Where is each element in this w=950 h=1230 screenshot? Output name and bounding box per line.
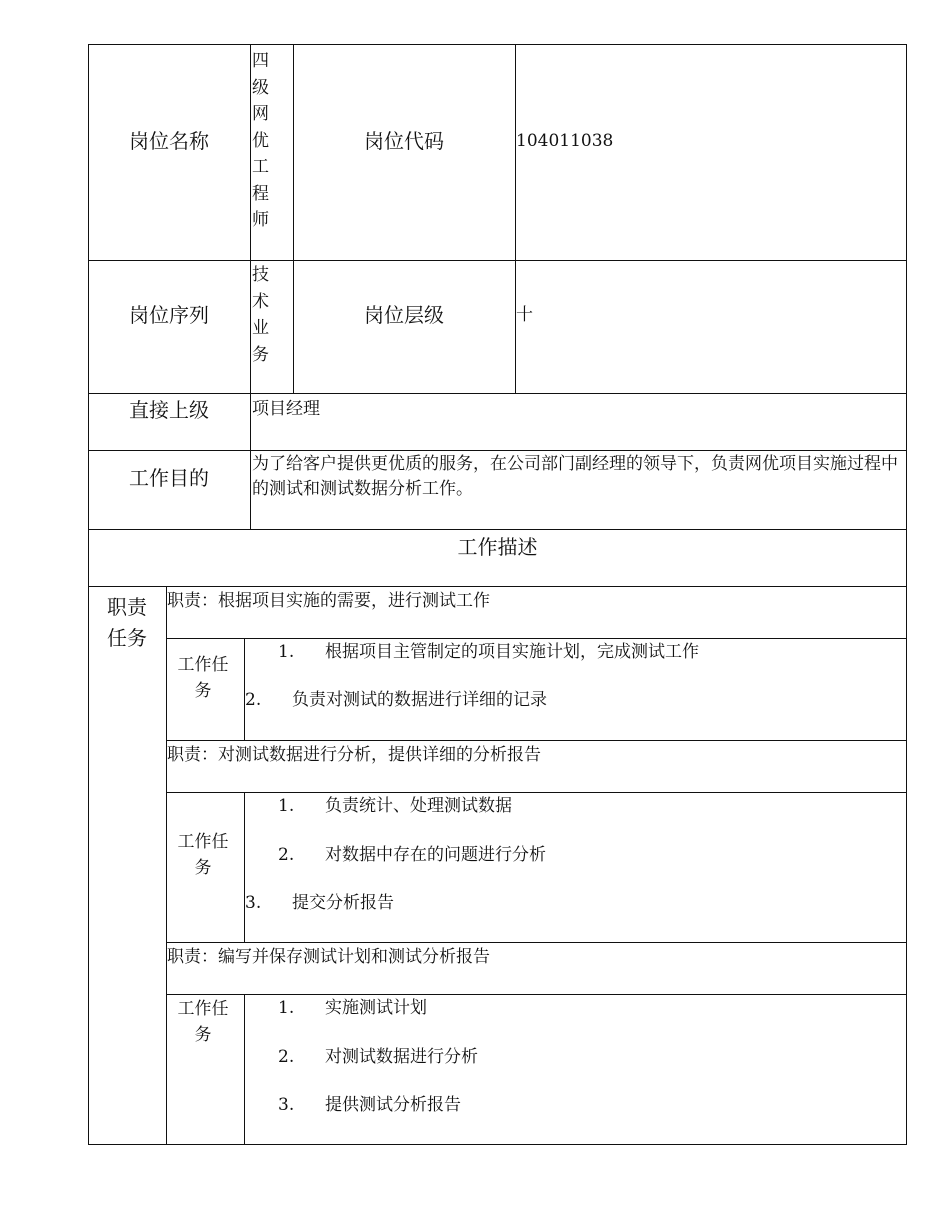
task-label-3: 工作任务 <box>177 999 229 1046</box>
col-divider <box>293 44 294 393</box>
row-divider <box>88 586 907 587</box>
task-number: 3. <box>278 1095 295 1115</box>
task-2-1 <box>278 795 512 819</box>
job-description-table <box>88 44 907 1145</box>
task-3-1 <box>278 997 427 1021</box>
task-text: 负责统计、处理测试数据 <box>325 796 512 816</box>
task-text: 提供测试分析报告 <box>325 1095 461 1115</box>
row-divider <box>166 942 907 943</box>
duty-2-text: 职责：对测试数据进行分析，提供详细的分析报告 <box>167 745 541 765</box>
post-code-label: 岗位代码 <box>364 129 444 153</box>
task-3-2 <box>278 1046 478 1070</box>
task-number: 2. <box>245 690 262 710</box>
task-1-2 <box>245 689 547 713</box>
task-text: 提交分析报告 <box>292 893 394 913</box>
row-divider <box>88 393 907 394</box>
task-number: 1. <box>278 642 295 662</box>
post-name-value: 四级网优工程师 <box>252 51 269 230</box>
task-label-1: 工作任务 <box>177 655 229 702</box>
col-divider <box>244 792 245 942</box>
supervisor-value: 项目经理 <box>252 399 320 419</box>
task-number: 3. <box>245 893 262 913</box>
task-1-1 <box>278 641 699 665</box>
post-level-value: 十 <box>516 305 533 325</box>
duty-3-text: 职责：编写并保存测试计划和测试分析报告 <box>167 947 490 967</box>
task-number: 2. <box>278 1047 295 1067</box>
col-divider <box>515 44 516 393</box>
col-divider <box>244 994 245 1145</box>
post-series-value: 技术业务 <box>252 265 269 365</box>
row-divider <box>166 740 907 741</box>
task-3-3 <box>278 1094 461 1118</box>
task-text: 对测试数据进行分析 <box>325 1047 478 1067</box>
task-number: 1. <box>278 796 295 816</box>
post-series-label: 岗位序列 <box>129 303 209 327</box>
post-code-value: 104011038 <box>516 131 614 151</box>
purpose-value: 为了给客户提供更优质的服务，在公司部门副经理的领导下，负责网优项目实施过程中的测试和测试数据分析工作。 <box>252 454 898 499</box>
task-text: 根据项目主管制定的项目实施计划，完成测试工作 <box>325 642 699 662</box>
duty-label: 职责任务 <box>107 595 147 650</box>
task-text: 对数据中存在的问题进行分析 <box>325 845 546 865</box>
post-level-label: 岗位层级 <box>364 303 444 327</box>
task-number: 2. <box>278 845 295 865</box>
duty-1-text: 职责：根据项目实施的需要，进行测试工作 <box>167 591 490 611</box>
row-divider <box>166 994 907 995</box>
task-2-2 <box>278 844 546 868</box>
task-2-3 <box>245 892 394 916</box>
row-divider <box>88 529 907 530</box>
description-title: 工作描述 <box>457 535 538 559</box>
task-number: 1. <box>278 998 295 1018</box>
post-name-label: 岗位名称 <box>129 129 209 153</box>
purpose-label: 工作目的 <box>129 466 209 490</box>
task-text: 负责对测试的数据进行详细的记录 <box>292 690 547 710</box>
supervisor-label: 直接上级 <box>129 398 209 422</box>
row-divider <box>166 792 907 793</box>
row-divider <box>166 638 907 639</box>
row-divider <box>88 450 907 451</box>
task-label-2: 工作任务 <box>177 832 229 879</box>
row-divider <box>88 260 907 261</box>
col-divider <box>166 586 167 1145</box>
col-divider <box>250 44 251 529</box>
task-text: 实施测试计划 <box>325 998 427 1018</box>
